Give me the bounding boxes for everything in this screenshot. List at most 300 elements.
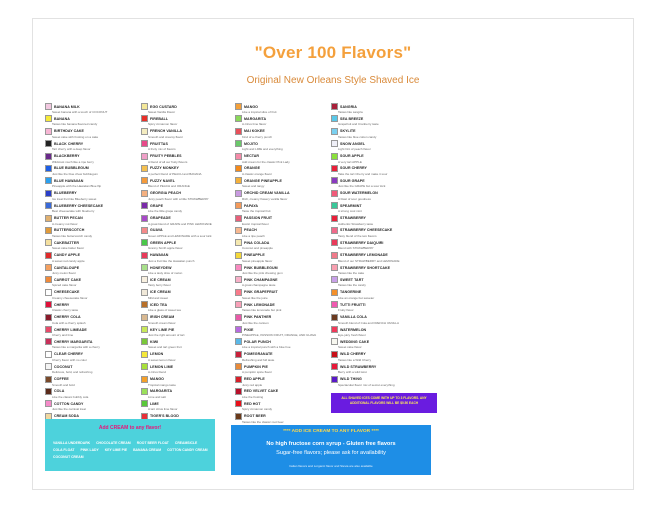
flavor-description: PINEAPPLE, PASSION FRUIT, ORANGE, AND GUAVA [242, 333, 317, 338]
flavor-item [331, 314, 453, 326]
flavor-color-swatch [331, 153, 338, 160]
flavor-name: LEMON LIME [150, 364, 174, 369]
flavor-row [331, 351, 453, 358]
flavor-row [235, 413, 357, 420]
flavor-item [331, 177, 453, 189]
flavor-description: Smooth cream flavor [148, 320, 176, 325]
flavor-name: TANGERINE [340, 290, 362, 295]
flavor-name: KIWI [150, 339, 159, 344]
flavor-name: WILD STRAWBERRY [340, 364, 377, 369]
flavor-description: Juicy red apple [242, 382, 263, 387]
flavor-name: SPEARMINT [340, 203, 362, 208]
flavor-color-swatch [235, 165, 242, 172]
flavor-description: Coconut and pineapple [242, 246, 273, 251]
flavor-name: EGG CUSTARD [150, 104, 177, 109]
flavor-color-swatch [45, 376, 52, 383]
flavor-description: Cola with a cherry splash [52, 320, 86, 325]
flavor-name: COFFEE [54, 377, 69, 382]
flavor-name: PINK CHAMPAGNE [244, 277, 278, 282]
flavor-name: SKYLITE [340, 129, 356, 134]
flavor-name: MARGARITA [150, 389, 173, 394]
flavor-color-swatch [45, 276, 52, 283]
flavor-color-swatch [235, 376, 242, 383]
flavor-description: Take the tart Cherry and make it sour [338, 171, 388, 176]
flavor-name: ROOT BEER [244, 414, 266, 419]
flavor-item [331, 128, 453, 140]
flavor-name: ORANGE PINEAPPLE [244, 178, 282, 183]
flavor-color-swatch [141, 128, 148, 135]
flavor-name: TIGER'S BLOOD [150, 414, 179, 419]
flavor-name: CLEAR CHERRY [54, 352, 84, 357]
flavor-name: BUTTERSCOTCH [54, 228, 85, 233]
flavor-name: MOJITO [244, 141, 259, 146]
flavor-name: CANTALOUPE [54, 265, 80, 270]
flavor-row [331, 128, 453, 135]
flavor-name: FUZZY NAVEL [150, 178, 175, 183]
flavor-color-swatch [331, 128, 338, 135]
flavor-name: WEDDING CAKE [340, 339, 370, 344]
flavor-color-swatch [45, 103, 52, 110]
flavor-name: COCONUT [54, 364, 73, 369]
flavor-description: Just like the blue chew bubblegum [52, 171, 98, 176]
flavor-color-swatch [331, 289, 338, 296]
cream-item: ROOT BEER FLOAT [136, 441, 169, 445]
ice-cream-box-title: **** ADD ICE CREAM TO ANY FLAVOR **** [283, 429, 379, 434]
flavor-name: PUMPKIN PIE [244, 364, 268, 369]
flavor-color-swatch [235, 400, 242, 407]
flavor-color-swatch [235, 190, 242, 197]
flavor-limit-notice [331, 393, 437, 413]
flavor-color-swatch [141, 227, 148, 234]
flavor-color-swatch [235, 252, 242, 259]
flavor-item [331, 363, 453, 375]
flavor-name: SANGRIA [340, 104, 357, 109]
flavor-row [331, 215, 453, 222]
flavor-description: Rich, creamy flowery vanilla flavor [242, 196, 288, 201]
flavor-item [331, 140, 453, 152]
flavor-item [331, 103, 453, 115]
flavor-name: WILD THING [340, 377, 362, 382]
flavor-description: Tart cherry with a deep flavor [52, 147, 91, 152]
flavor-name: PINA COLADA [244, 240, 270, 245]
flavor-description: Cherry flavor with no color [52, 357, 87, 362]
flavor-description: Just a fruit like the Hawaiian punch [148, 258, 195, 263]
flavor-description: A great champagne taste [242, 283, 276, 288]
flavor-name: BLUE BUBBLEGUM [54, 166, 89, 171]
flavor-description: Spiced cake flavor [52, 283, 77, 288]
flavor-name: CHERRY LIMEADE [54, 327, 87, 332]
flavor-description: Tastes like a Wild Cherry [338, 357, 372, 362]
flavor-description: A citrus lime flavor [242, 122, 267, 127]
flavor-name: FRUITY PEBBLES [150, 154, 182, 159]
flavor-name: WATERMELON [340, 327, 367, 332]
flavor-name: POLAR PUNCH [244, 339, 271, 344]
flavor-item [331, 115, 453, 127]
flavor-name: LEMON [150, 352, 164, 357]
flavor-column-4 [331, 103, 453, 388]
cream-item: VANILLA UNDERDARK [53, 441, 91, 445]
flavor-color-swatch [235, 276, 242, 283]
flavor-description: Juicy melon flavor [52, 271, 77, 276]
flavor-color-swatch [45, 140, 52, 147]
flavor-description: Pineapple with the Hawaiian Blue flip [52, 184, 102, 189]
flavor-color-swatch [45, 264, 52, 271]
flavor-color-swatch [141, 140, 148, 147]
flavor-color-swatch [235, 413, 242, 420]
flavor-row [331, 264, 453, 271]
flavor-color-swatch [235, 227, 242, 234]
flavor-description: Like an orange but sweeter [338, 295, 375, 300]
flavor-name: SEA BREEZE [340, 116, 364, 121]
flavor-name: CHERRY MARGARITA [54, 339, 93, 344]
cream-item: COTTON CANDY CREAM [167, 448, 208, 452]
flavor-name: ORCHID CREAM VANILLA [244, 191, 290, 196]
flavor-name: BUTTER PECAN [54, 216, 83, 221]
flavor-name: SOUR APPLE [340, 154, 364, 159]
cream-box-title: Add CREAM to any flavor! [98, 425, 162, 431]
flavor-color-swatch [141, 351, 148, 358]
flavor-color-swatch [331, 239, 338, 246]
flavor-item [331, 326, 453, 338]
flavor-description: Classic cherry taste [52, 308, 79, 313]
flavor-name: ICE CREAM [150, 290, 171, 295]
flavor-color-swatch [141, 363, 148, 370]
flavor-color-swatch [45, 363, 52, 370]
flavor-description: A fruity mix of flavors [148, 147, 176, 152]
flavor-name: STRAWBERRY LEMONADE [340, 253, 388, 258]
flavor-description: Tastes like the candy [338, 283, 366, 288]
flavor-color-swatch [235, 388, 242, 395]
flavor-color-swatch [235, 128, 242, 135]
flavor-description: Sweet banana with a touch of COCONUT [52, 110, 108, 114]
flavor-description: Tastes like sangria [338, 110, 363, 114]
flavor-item [331, 190, 453, 202]
flavor-row [331, 239, 453, 246]
flavor-description: Cherry and lime [52, 333, 74, 338]
menu-subtitle: Original New Orleans Style Shaved Ice [246, 75, 420, 86]
flavor-description: Blend of our STRAWBERRY and LEMONADE [338, 258, 400, 263]
flavor-name: STRAWBERRY SHORTCAKE [340, 265, 391, 270]
flavor-color-swatch [331, 165, 338, 172]
flavor-description: Sweet cake flavor [338, 345, 362, 350]
flavor-name: FUZZY MONKEY [150, 166, 179, 171]
flavor-name: MARGARITA [244, 116, 267, 121]
flavor-color-swatch [141, 165, 148, 172]
flavor-color-swatch [331, 363, 338, 370]
flavor-color-swatch [235, 177, 242, 184]
flavor-description: Blend of PEACH and ORANGE [148, 184, 190, 189]
flavor-name: PINK BUBBLEGUM [244, 265, 278, 270]
flavor-name: BANANA MILK [54, 104, 80, 109]
flavor-color-swatch [141, 400, 148, 407]
cream-item: COLA FLOAT [53, 448, 75, 452]
flavor-description: Kind of a cherry punch [242, 134, 273, 139]
flavor-row [331, 177, 453, 184]
flavor-color-swatch [235, 264, 242, 271]
flavor-name: STRAWBERRY CHEESECAKE [340, 228, 393, 233]
flavor-color-swatch [45, 338, 52, 345]
flavor-color-swatch [45, 351, 52, 358]
flavor-description: Tastes like blue cotton candy [338, 134, 377, 139]
flavor-color-swatch [235, 153, 242, 160]
flavor-color-swatch [331, 215, 338, 222]
flavor-color-swatch [235, 103, 242, 110]
flavor-color-swatch [141, 239, 148, 246]
menu-title: "Over 100 Flavors" [254, 43, 412, 62]
flavor-color-swatch [141, 289, 148, 296]
cream-item: CHOCOLATE CREAM [96, 441, 131, 445]
flavor-name: STRAWBERRY DAIQUIRI [340, 240, 384, 245]
flavor-name: PAPAYA [244, 203, 259, 208]
flavor-color-swatch [141, 215, 148, 222]
flavor-description: Tastes like butterscotch candy [52, 233, 93, 238]
flavor-name: MANGO [150, 377, 165, 382]
flavor-description: Refreshing and full taste [242, 357, 275, 362]
flavor-color-swatch [331, 177, 338, 184]
flavor-color-swatch [235, 215, 242, 222]
flavor-description: A strong cool mint [338, 209, 362, 214]
flavor-name: SOUR CHERRY [340, 166, 367, 171]
flavor-color-swatch [45, 153, 52, 160]
flavor-row [331, 140, 453, 147]
flavor-color-swatch [141, 202, 148, 209]
flavor-name: CHEESECAKE [54, 290, 80, 295]
flavor-description: Sweet and tart green fruit [148, 345, 182, 350]
flavor-item [331, 264, 453, 276]
flavor-color-swatch [141, 314, 148, 321]
flavor-description: Delicious, bold, and refreshing [52, 370, 93, 375]
flavor-item [331, 239, 453, 251]
flavor-name: ICE CREAM [150, 277, 171, 282]
flavor-description: Tastes like banana flavored candy [52, 122, 98, 127]
flavor-color-swatch [141, 301, 148, 308]
flavor-description: Blend with STRAWBERRY [338, 246, 374, 251]
flavor-color-swatch [331, 227, 338, 234]
flavor-description: Tastes like lemonade but pink [242, 308, 282, 313]
flavor-description: Tasty berry flavor [148, 283, 171, 288]
flavor-color-swatch [141, 252, 148, 259]
flavor-row [331, 301, 453, 308]
flavor-description: Like a ripe peach [242, 233, 265, 238]
flavor-row [331, 153, 453, 160]
flavor-color-swatch [235, 363, 242, 370]
flavor-description: A classic orange flavor [242, 171, 273, 176]
flavor-description: Tasty blend of the two flavors [338, 233, 377, 238]
flavor-item [331, 289, 453, 301]
flavor-color-swatch [45, 215, 52, 222]
flavor-name: RED VELVET CAKE [244, 389, 279, 394]
flavor-color-swatch [235, 351, 242, 358]
cream-item: CREAMSICLE [174, 441, 198, 445]
flavor-description: A great blend of GRAPE and PINK LEMONADE [148, 221, 212, 226]
flavor-color-swatch [331, 326, 338, 333]
ice-cream-box-line-3: Italian flavors and Lorganic flavor and Stevia are also available [289, 464, 373, 468]
flavor-name: PASSION FRUIT [244, 216, 273, 221]
flavor-description: Smooth and bold [52, 382, 75, 387]
flavor-name: BLUEBERRY CHEESECAKE [54, 203, 104, 208]
flavor-name: SWEET TART [340, 277, 364, 282]
cream-item: KEY LIME PIE [104, 448, 128, 452]
flavor-description: Berry with a wild twist [338, 370, 367, 375]
flavor-description: Grapefruit and Cranberry taste [338, 122, 379, 127]
flavor-name: MAI KOKEE [244, 129, 265, 134]
flavor-name: HAWAIIAN [150, 253, 169, 258]
flavor-color-swatch [45, 202, 52, 209]
flavor-description: Like the frosting [242, 394, 264, 399]
flavor-color-swatch [141, 264, 148, 271]
flavor-color-swatch [331, 252, 338, 259]
flavor-description: Green APPLE and LEMONADE with a sour kick [148, 233, 212, 238]
flavor-color-swatch [45, 115, 52, 122]
flavor-row [331, 252, 453, 259]
flavor-description: Exotic tropical flavor [242, 221, 269, 226]
flavor-color-swatch [45, 301, 52, 308]
flavor-color-swatch [331, 276, 338, 283]
flavor-description: A blast of sour goodness [338, 196, 371, 201]
flavor-name: FRUITTAS [150, 141, 168, 146]
flavor-description: Like the classic bubbly cola [52, 394, 89, 399]
flavor-description: Spicy cinnamon candy [242, 407, 273, 412]
flavor-color-swatch [45, 252, 52, 259]
flavor-color-swatch [331, 351, 338, 358]
flavor-row [331, 190, 453, 197]
flavor-name: RED APPLE [244, 377, 265, 382]
flavor-name: BLUE HAWAIIAN [54, 178, 84, 183]
flavor-item [331, 351, 453, 363]
flavor-description: Light hint of peach flavor [338, 147, 371, 152]
flavor-color-swatch [235, 202, 242, 209]
flavor-name: GEORGIA PEACH [150, 191, 182, 196]
flavor-name: LIME [150, 401, 159, 406]
flavor-name: GRAPE [150, 203, 164, 208]
flavor-item [235, 413, 357, 425]
flavor-color-swatch [141, 115, 148, 122]
flavor-name: COTTON CANDY [54, 401, 84, 406]
flavor-item [331, 165, 453, 177]
flavor-description: Spectacular flavor mix of secret everything [338, 382, 395, 387]
flavor-color-swatch [141, 103, 148, 110]
flavor-name: POMEGRANATE [244, 352, 273, 357]
flavor-description: Just like the pink chewing gum [242, 271, 283, 276]
flavor-color-swatch [331, 115, 338, 122]
flavor-item [331, 338, 453, 350]
flavor-description: Like a tropical slice of fruit [242, 110, 277, 114]
flavor-row [331, 338, 453, 345]
flavor-description: Wildcrest much like a ripe berry [52, 159, 94, 164]
flavor-color-swatch [331, 376, 338, 383]
flavor-name: FIREBALL [150, 116, 169, 121]
flavor-color-swatch [141, 177, 148, 184]
flavor-color-swatch [45, 289, 52, 296]
flavor-name: CARROT CAKE [54, 277, 82, 282]
flavor-color-swatch [331, 103, 338, 110]
flavor-color-swatch [235, 314, 242, 321]
flavor-name: CAKEBATTER [54, 240, 79, 245]
flavor-color-swatch [45, 165, 52, 172]
flavor-name: ORANGE [244, 166, 261, 171]
flavor-description: Ice treat fruit like Blueberry sweet [52, 196, 97, 201]
flavor-description: Just like the GRAPE but a sour kick [338, 184, 386, 189]
flavor-color-swatch [45, 177, 52, 184]
flavor-item [331, 252, 453, 264]
flavor-color-swatch [331, 264, 338, 271]
flavor-color-swatch [45, 314, 52, 321]
flavor-name: STRAWBERRY [340, 216, 366, 221]
flavor-color-swatch [331, 190, 338, 197]
flavor-description: Granny Smith apple flavor [148, 246, 183, 251]
flavor-name: ICED TEA [150, 302, 168, 307]
flavor-item [331, 202, 453, 214]
flavor-name: SNOW ANGEL [340, 141, 366, 146]
flavor-description: A citrus blend [148, 370, 167, 375]
flavor-name: CREAM SODA [54, 414, 80, 419]
flavor-description: A sweet lemon flavor [148, 357, 176, 362]
flavor-color-swatch [141, 190, 148, 197]
flavor-description: Tastes like a margarita with a cherry [52, 345, 100, 350]
flavor-name: PINK LEMONADE [244, 302, 275, 307]
flavor-description: A sweet red candy apple [52, 258, 85, 263]
flavor-name: GREEN APPLE [150, 240, 177, 245]
flavor-name: BLUEBERRY [54, 191, 77, 196]
flavor-description: A pumpkin spice flavor [242, 370, 273, 375]
flavor-description: Fruity flavor [338, 308, 354, 313]
flavor-description: A perfect blend of PEACH and BANANA [148, 171, 202, 176]
flavor-name: SOUR WATERMELON [340, 191, 378, 196]
flavor-color-swatch [331, 338, 338, 345]
ice-cream-box-line-1: No high fructose corn syrup - Gluten free flavors [266, 441, 396, 447]
flavor-color-swatch [235, 326, 242, 333]
flavor-row [331, 165, 453, 172]
flavor-color-swatch [45, 190, 52, 197]
flavor-color-swatch [141, 153, 148, 160]
flavor-color-swatch [141, 388, 148, 395]
flavor-name: SOUR GRAPE [340, 178, 365, 183]
flavor-row [331, 363, 453, 370]
flavor-description: A blend of all our fruity flavors [148, 159, 188, 164]
cream-box [45, 419, 215, 471]
flavor-item [331, 215, 453, 227]
flavor-description: Creamy cheesecake flavor [52, 295, 88, 300]
flavor-name: WILD CHERRY [340, 352, 366, 357]
flavor-color-swatch [235, 239, 242, 246]
flavor-color-swatch [141, 376, 148, 383]
flavor-description: Sweet cake with frosting on a cake [52, 134, 99, 139]
flavor-description: Juicy peach flavor with a little STRAWBERRY [148, 196, 209, 201]
flavor-name: CANDY APPLE [54, 253, 81, 258]
flavor-item [331, 376, 453, 388]
flavor-row [331, 326, 453, 333]
flavor-row [331, 202, 453, 209]
flavor-description: Like a glass of sweet tea [148, 308, 181, 313]
flavor-name: GRAPEADE [150, 216, 171, 221]
flavor-name: BLACK CHERRY [54, 141, 84, 146]
flavor-description: Spicy cinnamon flavor [148, 122, 178, 127]
flavor-description: Like a tropical punch with a blue hue [242, 345, 291, 350]
flavor-name: KEY LIME PIE [150, 327, 175, 332]
flavor-row [331, 103, 453, 110]
flavor-name: BLACKBERRY [54, 154, 80, 159]
flavor-description: Tropical mango taste [148, 382, 176, 387]
flavor-name: FRENCH VANILLA [150, 129, 182, 134]
flavor-name: MANGO [244, 104, 259, 109]
flavor-color-swatch [235, 289, 242, 296]
flavor-limit-text: ALL SHAVED ICES COME WITH UP TO 3 FLAVORS. ANY ADDITIONAL FLAVORS WILL BE $0.50 EACH [341, 396, 427, 405]
flavor-description: Taste the tropical fruit [242, 209, 271, 214]
flavor-color-swatch [331, 202, 338, 209]
flavor-description: Sweet cake batter flavor [52, 246, 85, 251]
flavor-color-swatch [141, 338, 148, 345]
flavor-color-swatch [331, 314, 338, 321]
